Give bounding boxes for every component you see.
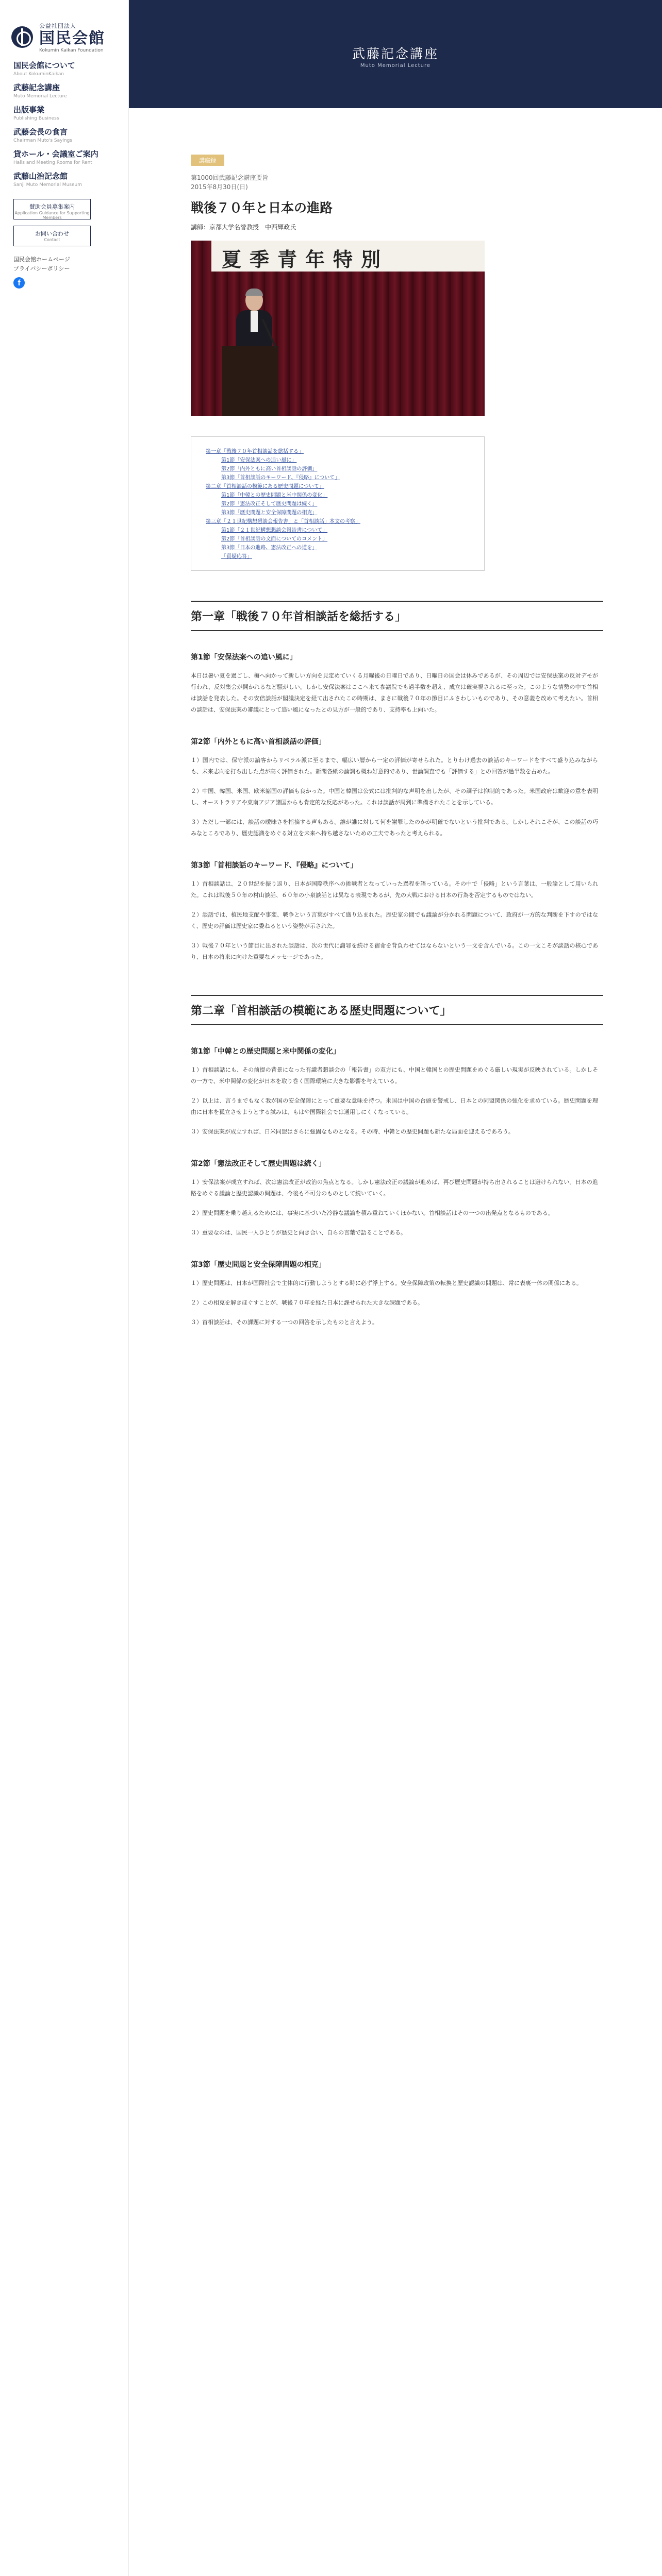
- section-heading: 第2節「内外ともに高い首相談話の評価」: [191, 738, 326, 746]
- header-title: 武藤記念講座: [352, 46, 439, 61]
- toc-link[interactable]: 第1節「２１世紀構想懇談会報告書について」: [221, 528, 328, 533]
- section-heading: 第3節「首相談話のキーワード、『侵略』について」: [191, 861, 358, 870]
- nav-item-publishing[interactable]: 出版事業 Publishing Business: [13, 105, 59, 121]
- sidebar: [0, 0, 129, 2576]
- toc-link[interactable]: 第三章「２１世紀構想懇談会報告書」と「首相談話」本文の考察」: [206, 519, 360, 524]
- lecture-number: 第1000回武藤記念講座要旨: [191, 174, 269, 181]
- nav-item-hall-rental[interactable]: 貸ホール・会議室ご案内 Halls and Meeting Rooms for Rent: [13, 149, 98, 165]
- section-heading: 第2節「憲法改正そして歴史問題は続く」: [191, 1160, 326, 1168]
- podium: [222, 346, 278, 416]
- logo-name: 国民会館: [39, 29, 105, 47]
- body-paragraph: ２）談話では、植民地支配や事変、戦争という言葉がすべて盛り込まれた。歴史家の間でも議論が分かれる問題について、政府が一方的な判断を下すのではなく、歴史の評価は歴史家に委ねるという姿勢が示された。: [191, 911, 598, 929]
- nav-item-museum[interactable]: 武藤山治記念館 Sanji Muto Memorial Museum: [13, 172, 82, 188]
- toc-link[interactable]: 第1節「中韓との歴史問題と米中関係の変化」: [221, 493, 328, 498]
- toc-link[interactable]: 第3節「首相談話のキーワード、『侵略』について」: [221, 475, 340, 481]
- logo-sub: 公益社団法人: [39, 22, 76, 29]
- body-paragraph: １）国内では、保守派の論客からリベラル派に至るまで、幅広い層から一定の評価が寄せられた。とりわけ過去の談話のキーワードをすべて盛り込みながらも、未来志向を打ち出した点が高く評価された。新聞各紙の論調も概ね好意的であり、世論調査でも「評価する」との回答が過半数を占めた。: [191, 757, 598, 775]
- chapter-1-heading: 第一章「戦後７０年首相談話を総括する」: [191, 601, 603, 631]
- main-nav: [0, 60, 128, 193]
- body-paragraph: ２）この相克を解きほぐすことが、戦後７０年を経た日本に課せられた大きな課題である。: [191, 1299, 423, 1306]
- body-paragraph: １）歴史問題は、日本が国際社会で主体的に行動しようとする時に必ず浮上する。安全保障政策の転換と歴史認識の問題は、常に表裏一体の関係にある。: [191, 1280, 582, 1286]
- contact-button[interactable]: お問い合わせ Contact: [13, 226, 91, 246]
- body-paragraph: １）首相談話にも、その前提の背景になった有識者懇談会の「報告書」の双方にも、中国と韓国との歴史問題をめぐる厳しい現実が反映されている。しかしその一方で、米中関係の変化が日本を取り巻く国際環境に大きな影響を与えている。: [191, 1066, 598, 1084]
- body-paragraph: ３）首相談話は、その課題に対する一つの回答を示したものと言えよう。: [191, 1319, 378, 1326]
- page-header: [129, 0, 662, 108]
- privacy-link[interactable]: プライバシーポリシー: [13, 265, 70, 272]
- toc-link[interactable]: 第2節「内外ともに高い首相談話の評価」: [221, 466, 318, 472]
- body-paragraph: ３）重要なのは、国民一人ひとりが歴史と向き合い、自らの言葉で語ることである。: [191, 1229, 406, 1236]
- body-paragraph: ２）中国、韓国、米国、欧米諸国の評価も良かった。中国と韓国は公式には批判的な声明を出したが、その調子は抑制的であった。米国政府は歓迎の意を表明し、オーストラリアや東南アジア諸国からも肯定的な反応があった。これは談話が周到に準備されたことを示している。: [191, 788, 598, 806]
- body-paragraph: ２）歴史問題を乗り越えるためには、事実に基づいた冷静な議論を積み重ねていくほかない。首相談話はその一つの出発点となるものである。: [191, 1210, 554, 1216]
- body-paragraph: ３）ただし一部には、談話の曖昧さを指摘する声もある。誰が誰に対して何を謝罪したのかが明確でないという批判である。しかしそれこそが、この談話の巧みなところであり、歴史認識をめぐる対立を未来へ持ち越さないための工夫であったと考えられる。: [191, 819, 598, 837]
- toc-link[interactable]: 第2節「首相談話の文面についてのコメント」: [221, 536, 328, 542]
- toc-link[interactable]: 第3節「歴史問題と安全保障問題の相克」: [221, 510, 318, 516]
- chapter-2-heading: 第二章「首相談話の模範にある歴史問題について」: [191, 995, 603, 1025]
- toc-link[interactable]: 第2節「憲法改正そして歴史問題は続く」: [221, 501, 318, 507]
- body-paragraph: ３）戦後７０年という節目に出された談話は、次の世代に謝罪を続ける宿命を背負わせてはならないという一文を含んでいる。この一文こそが談話の核心であり、日本の将来に向けた重要なメッセージであった。: [191, 942, 598, 960]
- logo-en: Kokumin Kaikan Foundation: [39, 47, 104, 53]
- toc-link[interactable]: 第一章「戦後７０年首相談話を総括する」: [206, 449, 304, 454]
- lecture-date: 2015年8月30日(日): [191, 183, 248, 191]
- body-paragraph: １）安保法案が成立すれば、次は憲法改正が政治の焦点となる。しかし憲法改正の議論が進めば、再び歴史問題が持ち出されることは避けられない。日本の進路をめぐる議論と歴史認識の問題は、今後も不可分のものとして続いていく。: [191, 1179, 598, 1197]
- body-paragraph: 本日は暑い夏を過ごし、梅へ向かって新しい方向を見定めていくる月曜後の日曜日であり、日曜日の国会は休みであるが、その周辺では安保法案の反対デモが行われ、反対集会が開かれるなど騒がしい。しかし安保法案はここへ来て参議院でも過半数を超え、成立は確実視されるに至った。このような情勢の中で首相は談話を発表した。その安倍談話が閣議決定を経て出されたこの時期は、まさに戦後７０年の節目にふさわしいものであり、その意義を改めて考えたい。首相の談話は、安保法案の審議にとって追い風になったとの見方が一般的であり、支持率も上向いた。: [191, 672, 598, 713]
- nav-item-muto-lecture[interactable]: 武藤記念講座 Muto Memorial Lecture: [13, 83, 67, 99]
- nav-item-about[interactable]: 国民会館について About KokuminKaikan: [13, 61, 75, 77]
- table-of-contents: [191, 436, 485, 571]
- body-paragraph: ３）安保法案が成立すれば、日米同盟はさらに強固なものとなる。その時、中韓との歴史問題も新たな局面を迎えるであろう。: [191, 1128, 514, 1135]
- toc-link[interactable]: 第3節「日本の進路、憲法改正への道を」: [221, 545, 318, 551]
- body-paragraph: ２）以上は、言うまでもなく我が国の安全保障にとって重要な意味を持つ。米国は中国の台頭を警戒し、日本との同盟関係の強化を求めている。歴史問題を理由に日本を孤立させようとする試みは、もはや国際社会では通用しにくくなっている。: [191, 1097, 598, 1115]
- homepage-link[interactable]: 国民会館ホームページ: [13, 256, 70, 263]
- section-heading: 第1節「安保法案への追い風に」: [191, 653, 297, 662]
- logo-mark-icon: [11, 26, 33, 48]
- category-badge: 講座録: [191, 155, 224, 166]
- facebook-icon[interactable]: f: [13, 277, 25, 289]
- toc-link[interactable]: 第二章「首相談話の模範にある歴史問題について」: [206, 484, 324, 489]
- header-subtitle: Muto Memorial Lecture: [360, 63, 431, 69]
- toc-link[interactable]: 「質疑応答」: [221, 554, 252, 560]
- photo-banner: 夏季青年特別: [211, 241, 485, 272]
- supporting-member-button[interactable]: 賛助会員募集案内 Application Guidance for Supporting Members: [13, 199, 91, 219]
- section-heading: 第3節「歴史問題と安全保障問題の相克」: [191, 1261, 326, 1269]
- body-paragraph: １）首相談話は、２０世紀を振り返り、日本が国際秩序への挑戦者となっていった過程を語っている。その中で「侵略」という言葉は、一般論として用いられた。これは戦後５０年の村山談話、６０年の小泉談話とは異なる表現であるが、先の大戦における日本の行為を否定するものではない。: [191, 880, 598, 899]
- article-title: 戦後７０年と日本の進路: [191, 200, 333, 215]
- article: [191, 155, 603, 1328]
- speaker: 講師：京都大学名誉教授 中西輝政氏: [191, 224, 296, 231]
- nav-item-sayings[interactable]: 武藤会長の食言 Chairman Muto's Sayings: [13, 127, 73, 143]
- toc-link[interactable]: 第1節「安保法案への追い風に」: [221, 457, 297, 463]
- section-heading: 第1節「中韓との歴史問題と米中関係の変化」: [191, 1047, 340, 1056]
- site-logo[interactable]: [0, 0, 128, 57]
- lecture-photo: [191, 241, 485, 416]
